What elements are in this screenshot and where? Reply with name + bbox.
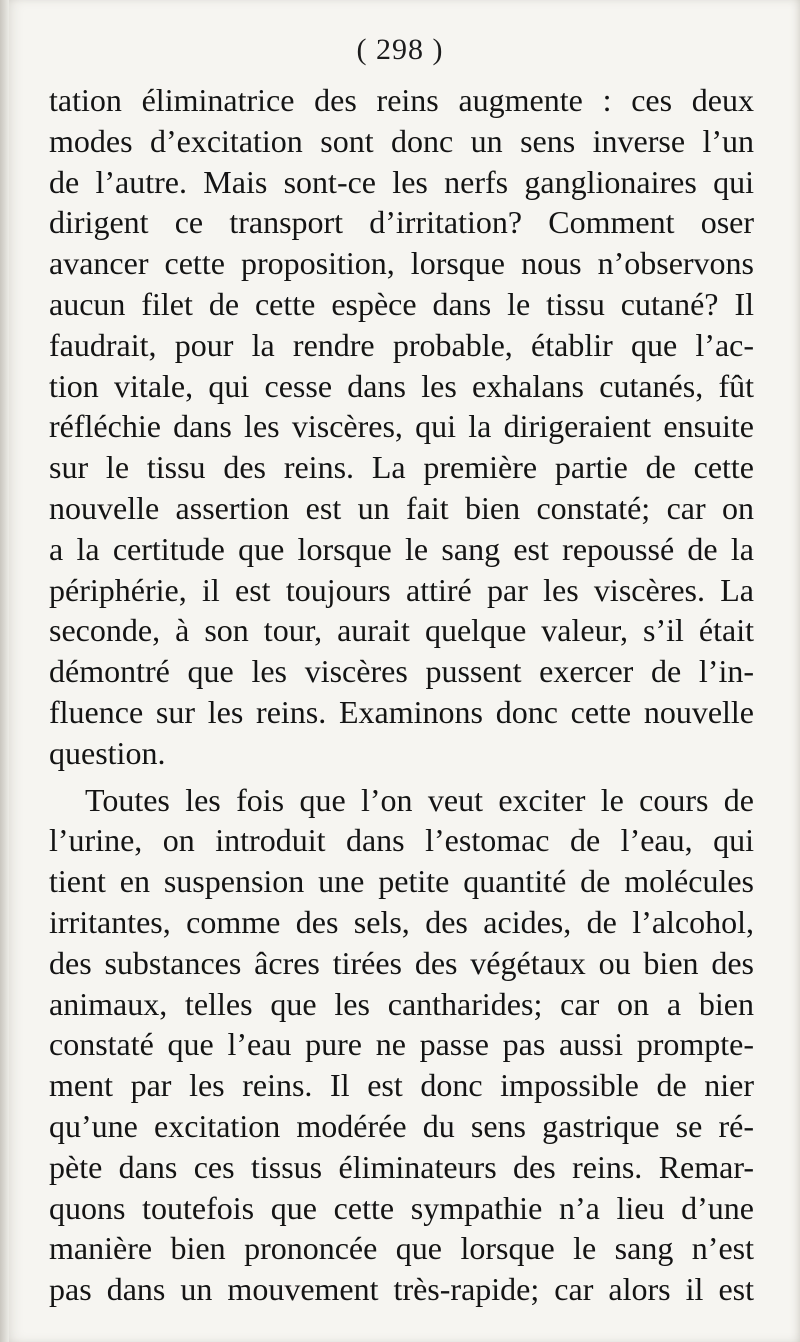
text-line: l’urine, on introduit dans l’estomac de l’eau, qui [49,822,754,859]
text-line: tation éliminatrice des reins augmente : ces deux [49,82,754,118]
text-line: avancer cette proposition, lorsque nous n’observons [49,245,754,282]
text-line: ment par les reins. Il est donc impossible de nier [49,1067,754,1104]
text-line: a la certitude que lorsque le sang est repoussé de la [49,530,754,567]
text-line: périphérie, il est toujours attiré par les viscères. La [49,571,754,608]
text-line: irritantes, comme des sels, des acides, de l’alcohol, [49,903,754,940]
text-line: tion vitale, qui cesse dans les exhalans cutanés, fût [49,367,754,404]
text-line: constaté que l’eau pure ne passe pas aussi prompte- [49,1026,754,1063]
text-line: animaux, telles que les cantharides; car on a bien [49,985,754,1022]
text-line: nouvelle assertion est un fait bien constaté; car on [49,489,754,526]
text-line: dirigent ce transport d’irritation? Comment oser [49,204,754,241]
text-line: seconde, à son tour, aurait quelque valeur, s’il était [49,612,754,649]
text-line: fluence sur les reins. Examinons donc cette nouvelle [49,693,754,730]
text-line: question. [49,734,166,771]
page-number: ( 298 ) [356,33,444,66]
text-line: démontré que les viscères pussent exercer de l’in- [49,653,754,690]
page-gutter-shadow [0,0,9,1342]
text-line: de l’autre. Mais sont-ce les nerfs ganglionaires qui [49,163,754,200]
text-line: qu’une excitation modérée du sens gastrique se ré- [49,1107,754,1144]
paragraph [49,780,754,1310]
text-line: des substances âcres tirées des végétaux ou bien des [49,944,754,981]
text-line: quons toutefois que cette sympathie n’a lieu d’une [49,1189,754,1226]
text-line: faudrait, pour la rendre probable, établir que l’ac- [49,326,754,363]
text-line: modes d’excitation sont donc un sens inverse l’un [49,122,754,159]
text-line: sur le tissu des reins. La première partie de cette [49,449,754,486]
page-body [49,80,754,1310]
text-line: pète dans ces tissus éliminateurs des reins. Remar- [49,1148,754,1185]
text-line: tient en suspension une petite quantité de molécules [49,863,754,900]
text-line: réfléchie dans les viscères, qui la dirigeraient ensuite [49,408,754,445]
text-line: manière bien prononcée que lorsque le sang n’est [49,1230,754,1267]
text-line: pas dans un mouvement très-rapide; car alors il est [49,1271,754,1308]
paragraph [49,80,754,774]
text-line: Toutes les fois que l’on veut exciter le cours de [85,781,754,818]
text-line: aucun filet de cette espèce dans le tissu cutané? Il [49,285,754,322]
